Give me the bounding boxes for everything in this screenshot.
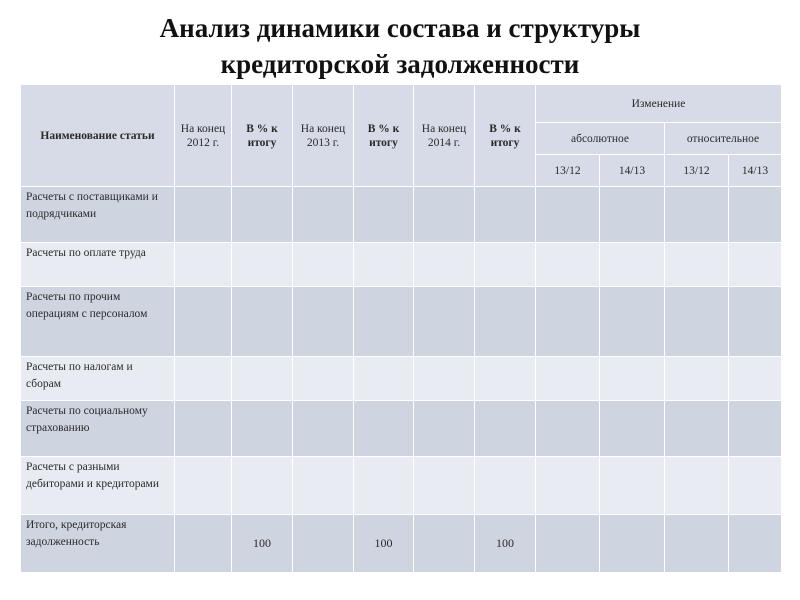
table-cell bbox=[354, 243, 414, 287]
title-line-1: Анализ динамики состава и структуры bbox=[159, 13, 641, 43]
row-label: Расчеты по социальному страхованию bbox=[21, 401, 175, 457]
table-cell bbox=[729, 243, 782, 287]
table-cell bbox=[354, 401, 414, 457]
row-label: Расчеты по оплате труда bbox=[21, 243, 175, 287]
table-cell bbox=[232, 287, 293, 357]
table-cell bbox=[414, 401, 475, 457]
table-row bbox=[21, 187, 782, 243]
table-cell bbox=[175, 515, 232, 573]
table-cell bbox=[729, 287, 782, 357]
table-cell bbox=[414, 357, 475, 401]
table-cell: 100 bbox=[354, 515, 414, 573]
header-abs-14-13: 14/13 bbox=[600, 155, 665, 187]
table-cell bbox=[414, 187, 475, 243]
row-label: Расчеты по прочим операциям с персоналом bbox=[21, 287, 175, 357]
table-cell bbox=[536, 515, 600, 573]
table-cell bbox=[175, 401, 232, 457]
table-cell bbox=[536, 243, 600, 287]
table-cell bbox=[175, 357, 232, 401]
header-name: Наименование статьи bbox=[21, 85, 175, 187]
table-row bbox=[21, 457, 782, 515]
row-label: Итого, кредиторская задолженность bbox=[21, 515, 175, 573]
table-cell bbox=[414, 243, 475, 287]
table-cell bbox=[175, 287, 232, 357]
table-cell bbox=[536, 357, 600, 401]
table-cell bbox=[475, 357, 536, 401]
table-cell bbox=[475, 457, 536, 515]
table-cell bbox=[665, 287, 729, 357]
table-cell bbox=[665, 515, 729, 573]
table-cell bbox=[175, 457, 232, 515]
table-cell bbox=[414, 515, 475, 573]
header-end-2014: На конец 2014 г. bbox=[414, 85, 475, 187]
table-row bbox=[21, 401, 782, 457]
row-label: Расчеты с поставщиками и подрядчиками bbox=[21, 187, 175, 243]
header-pct-2012: В % к итогу bbox=[232, 85, 293, 187]
table-cell bbox=[665, 457, 729, 515]
table-cell bbox=[665, 357, 729, 401]
table-cell bbox=[293, 187, 354, 243]
table-cell bbox=[232, 187, 293, 243]
table-cell bbox=[600, 401, 665, 457]
table-cell bbox=[729, 515, 782, 573]
header-absolute: абсолютное bbox=[536, 123, 665, 155]
table-cell bbox=[232, 401, 293, 457]
table-cell bbox=[232, 357, 293, 401]
table-cell bbox=[536, 287, 600, 357]
table-cell bbox=[354, 287, 414, 357]
payables-analysis-table bbox=[20, 84, 782, 573]
header-rel-14-13: 14/13 bbox=[729, 155, 782, 187]
row-label: Расчеты по налогам и сборам bbox=[21, 357, 175, 401]
table-cell: 100 bbox=[475, 515, 536, 573]
table-cell bbox=[600, 243, 665, 287]
table-cell bbox=[293, 457, 354, 515]
table-cell bbox=[665, 243, 729, 287]
table-cell: 100 bbox=[232, 515, 293, 573]
header-pct-2014: В % к итогу bbox=[475, 85, 536, 187]
table-cell bbox=[475, 401, 536, 457]
table-cell bbox=[600, 515, 665, 573]
table-cell bbox=[354, 357, 414, 401]
table-cell bbox=[600, 187, 665, 243]
header-end-2012: На конец 2012 г. bbox=[175, 85, 232, 187]
table-cell bbox=[665, 401, 729, 457]
table-cell bbox=[729, 401, 782, 457]
table-cell bbox=[293, 243, 354, 287]
table-cell bbox=[536, 187, 600, 243]
table-cell bbox=[293, 357, 354, 401]
table-row bbox=[21, 287, 782, 357]
table-cell bbox=[175, 243, 232, 287]
table-cell bbox=[536, 457, 600, 515]
table-cell bbox=[414, 457, 475, 515]
table-cell bbox=[475, 243, 536, 287]
table-cell bbox=[293, 515, 354, 573]
table-cell bbox=[600, 357, 665, 401]
table-cell bbox=[232, 243, 293, 287]
table-cell bbox=[729, 187, 782, 243]
table-cell bbox=[475, 187, 536, 243]
header-change: Изменение bbox=[536, 85, 782, 123]
table-cell bbox=[232, 457, 293, 515]
header-pct-2013: В % к итогу bbox=[354, 85, 414, 187]
table-cell bbox=[293, 401, 354, 457]
table-row bbox=[21, 243, 782, 287]
table-cell bbox=[354, 187, 414, 243]
table-row bbox=[21, 357, 782, 401]
table-cell bbox=[536, 401, 600, 457]
header-relative: относительное bbox=[665, 123, 782, 155]
row-label: Расчеты с разными дебиторами и кредиторами bbox=[21, 457, 175, 515]
table-cell bbox=[665, 187, 729, 243]
table-cell bbox=[414, 287, 475, 357]
header-abs-13-12: 13/12 bbox=[536, 155, 600, 187]
table-cell bbox=[729, 457, 782, 515]
header-rel-13-12: 13/12 bbox=[665, 155, 729, 187]
table-cell bbox=[729, 357, 782, 401]
table-body bbox=[21, 187, 782, 573]
table-cell bbox=[600, 457, 665, 515]
header-end-2013: На конец 2013 г. bbox=[293, 85, 354, 187]
table-cell bbox=[475, 287, 536, 357]
title-line-2: кредиторской задолженности bbox=[220, 49, 580, 79]
table-cell bbox=[600, 287, 665, 357]
table-cell bbox=[293, 287, 354, 357]
table-cell bbox=[175, 187, 232, 243]
table-cell bbox=[354, 457, 414, 515]
page-title bbox=[0, 10, 800, 82]
table-row bbox=[21, 515, 782, 573]
